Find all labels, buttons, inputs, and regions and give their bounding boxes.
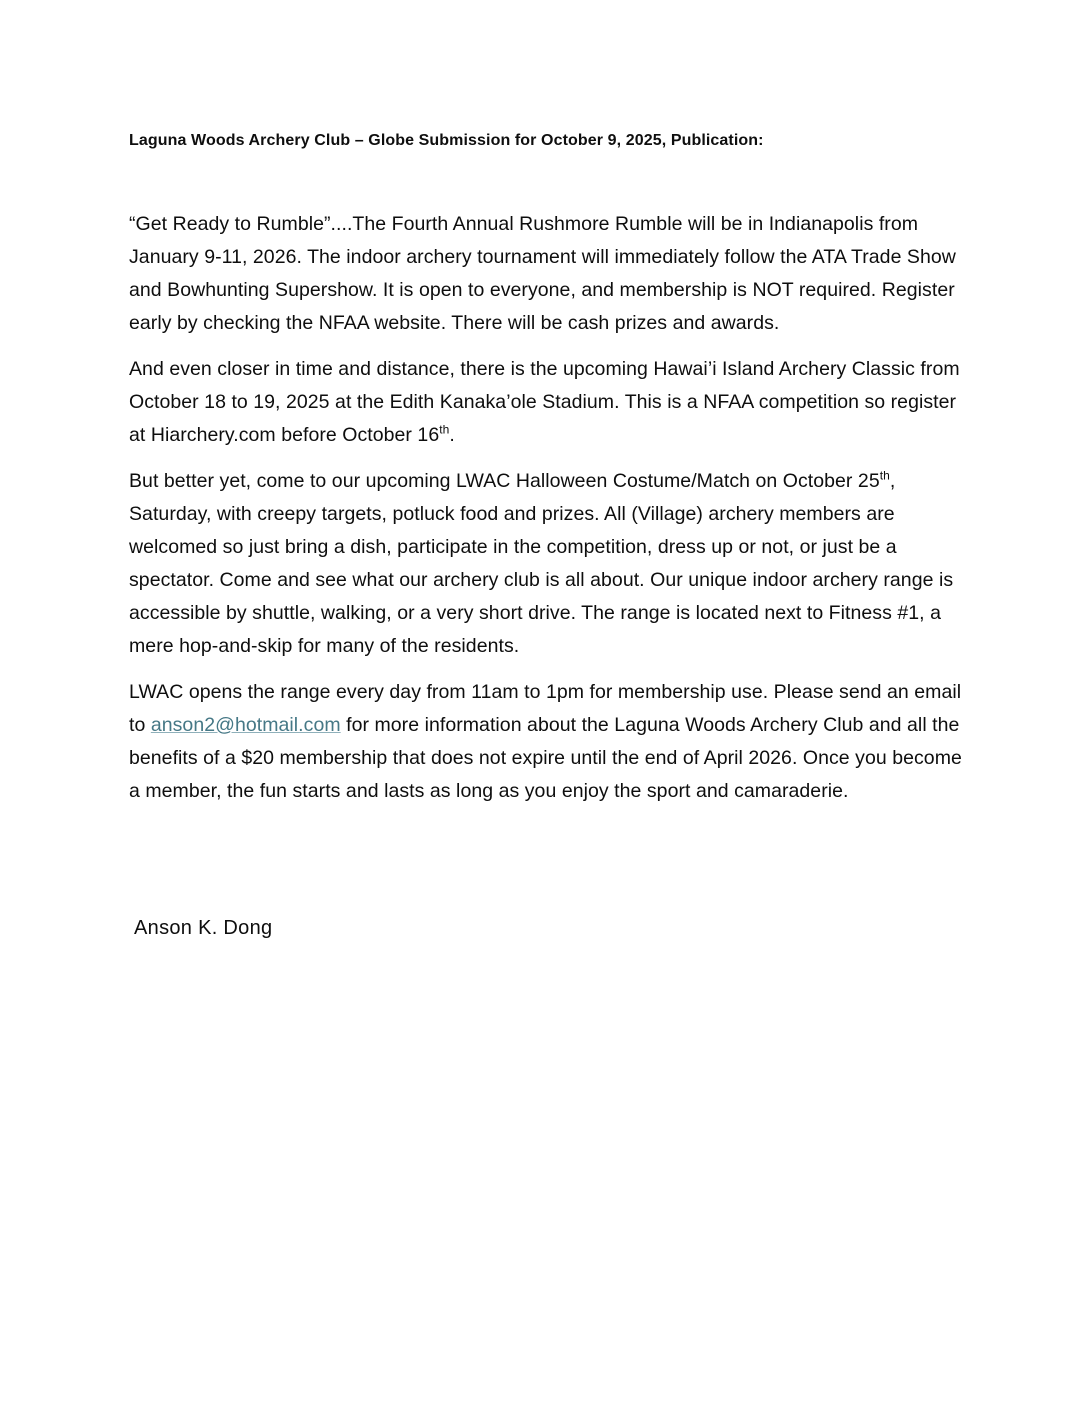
ordinal-suffix-16th: th (439, 422, 450, 437)
paragraph-halloween-match (129, 465, 962, 663)
email-link[interactable]: anson2@hotmail.com (150, 714, 341, 736)
signature-name: Anson K. Dong (134, 917, 273, 939)
paragraph-halloween-text: But better yet, come to our upcoming LWAC Halloween Costume/Match on October 25 (129, 470, 880, 492)
paragraph-membership-after-link: for more information about the Laguna Woods Archery Club and all the benefits of a $20 membership that does not expire until the end of April 2026. Once you become a member, the fun starts and lasts as long as you enjoy the sport and camaraderie. (129, 714, 962, 802)
paragraph-rushmore-text: “Get Ready to Rumble”....The Fourth Annual Rushmore Rumble will be in Indianapolis from January 9-11, 2026. The indoor archery tournament will immediately follow the ATA Trade Show and Bowhunting Supershow. It is open to everyone, and membership is NOT required. Register early by checking the NFAA website. There will be cash prizes and awards. (129, 213, 956, 334)
document-content (129, 130, 962, 945)
ordinal-suffix-25th: th (879, 468, 890, 483)
document-title (129, 130, 962, 151)
paragraph-hawaii-text: And even closer in time and distance, there is the upcoming Hawai’i Island Archery Classic from October 18 to 19, 2025 at the Edith Kanaka’ole Stadium. This is a NFAA competition so register at Hiarchery.com before October 16 (129, 358, 960, 446)
paragraph-hawaii-tail: . (449, 424, 455, 446)
paragraph-membership-info (129, 676, 962, 808)
signature-line (129, 912, 962, 945)
paragraph-membership-before-link: LWAC opens the range every day from 11am to 1pm for membership use. Please send an email to (129, 681, 962, 736)
paragraph-hawaii-classic (129, 353, 962, 452)
document-title-text: Laguna Woods Archery Club – Globe Submission for October 9, 2025, Publication: (129, 132, 764, 149)
paragraph-rushmore-rumble (129, 208, 962, 340)
paragraph-halloween-tail: , Saturday, with creepy targets, potluck food and prizes. All (Village) archery members are welcomed so just bring a dish, participate in the competition, dress up or not, or just be a spectator. Come and see what our archery club is all about. Our unique indoor archery range is accessible by shuttle, walking, or a very short drive. The range is located next to Fitness #1, a mere hop-and-skip for many of the residents. (129, 470, 954, 657)
